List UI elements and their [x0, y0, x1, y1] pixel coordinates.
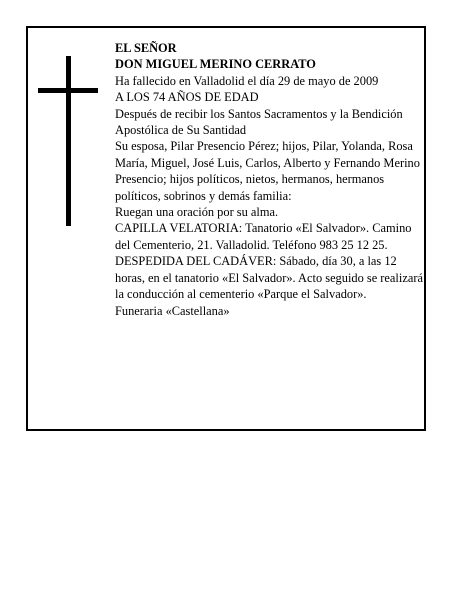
cross-horizontal-bar	[38, 88, 98, 93]
prayer-line: Ruegan una oración por su alma.	[115, 205, 279, 220]
deceased-name: DON MIGUEL MERINO CERRATO	[115, 57, 316, 72]
notice-text	[115, 40, 423, 319]
death-line: Ha fallecido en Valladolid el día 29 de mayo de 2009	[115, 73, 379, 88]
notice-title: EL SEÑOR	[115, 41, 177, 55]
sacraments-line: Después de recibir los Santos Sacramentos y la Bendición Apostólica de Su Santidad	[115, 106, 403, 138]
obituary-notice	[26, 26, 426, 431]
farewell-line: DESPEDIDA DEL CADÁVER: Sábado, día 30, a las 12 horas, en el tanatorio «El Salvador». Acto seguido se realizará la conducción al cementerio «Parque el Salvador».	[115, 254, 423, 302]
cross-icon	[38, 56, 98, 226]
chapel-line: CAPILLA VELATORIA: Tanatorio «El Salvador». Camino del Cementerio, 21. Valladolid. Teléfono 983 25 12 25.	[115, 221, 412, 252]
cross-vertical-bar	[66, 56, 71, 226]
age-line: A LOS 74 AÑOS DE EDAD	[115, 90, 259, 105]
family-line: Su esposa, Pilar Presencio Pérez; hijos, Pilar, Yolanda, Rosa María, Miguel, José Luis, Carlos, Alberto y Fernando Merino Presencio; hijos políticos, nietos, hermanos, hermanos políticos, sobrinos y demás familia:	[115, 139, 420, 203]
funeral-home-line: Funeraria «Castellana»	[115, 303, 230, 318]
